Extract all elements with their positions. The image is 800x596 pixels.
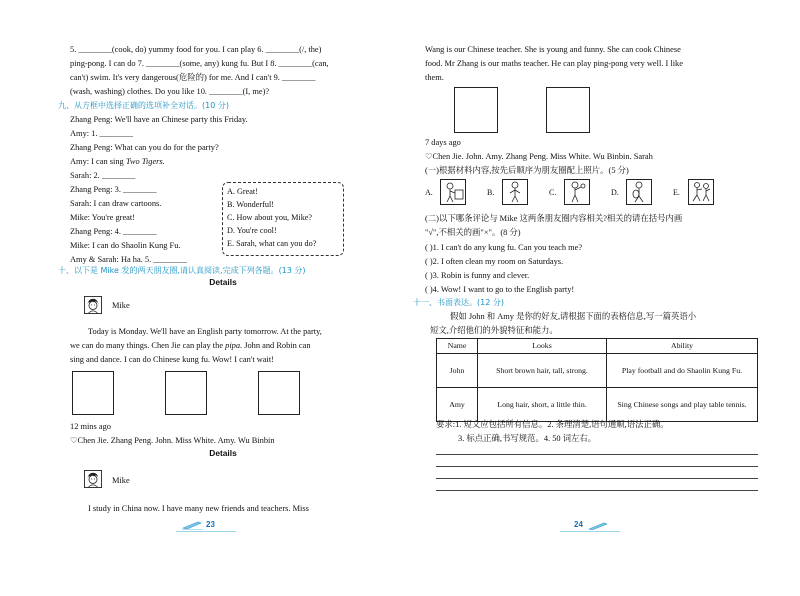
comment-4[interactable]: ( )4. Wow! I want to go to the English party! (425, 285, 575, 294)
page-number-underline (560, 531, 620, 532)
table-cell: Long hair, short, a little thin. (478, 388, 607, 422)
avatar-icon (84, 470, 102, 488)
info-table (436, 338, 758, 422)
dialogue-line: Sarah: I can draw cartoons. (70, 199, 162, 208)
writing-line[interactable] (436, 478, 758, 479)
pipa-player-icon[interactable] (626, 179, 652, 205)
dialogue-line: Mike: You're great! (70, 213, 136, 222)
photo-slot-4 (454, 87, 498, 133)
blank-line-5: 5. ________(cook, do) yummy food for you. I can play 6. ________(/, the) (70, 45, 322, 54)
part-1-title: (一)根据材料内容,按先后顺序为朋友圈配上照片。(5 分) (425, 166, 629, 175)
comment-3[interactable]: ( )3. Robin is funny and clever. (425, 271, 530, 280)
post-2-line: Wang is our Chinese teacher. She is young and funny. She can cook Chinese (425, 45, 681, 54)
pipa-word: pipa (225, 341, 241, 350)
blank-line-6: ping-pong. I can do 7. ________(some, any) kung fu. But I 8. ________(can, (70, 59, 329, 68)
dialogue-line: Zhang Peng: 3. ________ (70, 185, 157, 194)
section-9-title: 九、从方框中选择正确的选项补全对话。(10 分) (58, 101, 229, 110)
comment-1[interactable]: ( )1. I can't do any kung fu. Can you teach me? (425, 243, 583, 252)
table-header: Name (437, 339, 478, 354)
post-2-line: them. (425, 73, 444, 82)
post-2-user: Mike (112, 476, 130, 485)
post-2-time: 7 days ago (425, 138, 461, 147)
option-e: E. Sarah, what can you do? (227, 239, 317, 248)
avatar-icon (84, 296, 102, 314)
post-2-line: food. Mr Zhang is our maths teacher. He can play ping-pong very well. I like (425, 59, 683, 68)
section-11-title: 十一、书面表达。(12 分) (413, 298, 504, 307)
pen-icon (586, 520, 608, 530)
table-cell: Amy (437, 388, 478, 422)
photo-label-e: E. (673, 188, 680, 197)
writing-prompt: 假如 John 和 Amy 是你的好友,请根据下面的表格信息,写一篇英语小 (450, 312, 697, 321)
requirements: 要求:1. 短文应包括所有信息。2. 条理清楚,语句通顺,语法正确。 (436, 420, 669, 429)
table-cell: John (437, 354, 478, 388)
ping-pong-icon[interactable] (564, 179, 590, 205)
comment-2[interactable]: ( )2. I often clean my room on Saturdays. (425, 257, 564, 266)
post-2-likes: ♡Chen Jie. John. Amy. Zhang Peng. Miss White. Wu Binbin. Sarah (425, 152, 653, 161)
table-row (437, 388, 758, 422)
writing-line[interactable] (436, 454, 758, 455)
photo-label-d: D. (611, 188, 619, 197)
post-1-line: we can do many things. Chen Jie can play the pipa. John and Robin can (70, 341, 311, 350)
dialogue-line: Sarah: 2. ________ (70, 171, 136, 180)
post-1-line: sing and dance. I can do Chinese kung fu. Wow! I can't wait! (70, 355, 274, 364)
photo-label-a: A. (425, 188, 433, 197)
post-1-user: Mike (112, 301, 130, 310)
photo-slot-3 (258, 371, 300, 415)
dialogue-line: Zhang Peng: 4. ________ (70, 227, 157, 236)
teacher-icon[interactable] (502, 179, 528, 205)
dialogue-line: Zhang Peng: What can you do for the party? (70, 143, 219, 152)
requirements-cont: 3. 标点正确,书写规范。4. 50 词左右。 (458, 434, 597, 443)
dialogue-line: Amy: 1. ________ (70, 129, 134, 138)
photo-label-c: C. (549, 188, 557, 197)
table-header: Ability (607, 339, 758, 354)
page-number-right: 24 (574, 520, 583, 529)
part-2-title-cont: "√",不相关的画"×"。(8 分) (425, 228, 521, 237)
option-d: D. You're cool! (227, 226, 277, 235)
table-header-row (437, 339, 758, 354)
table-cell: Short brown hair, tall, strong. (478, 354, 607, 388)
section-10-title: 十、以下是 Mike 发的两天朋友圈,请认真阅读,完成下列各题。(13 分) (58, 266, 306, 275)
writing-line[interactable] (436, 490, 758, 491)
kung-fu-icon[interactable] (688, 179, 714, 205)
table-row (437, 354, 758, 388)
photo-slot-1 (72, 371, 114, 415)
details-header: Details (209, 277, 237, 287)
details-header-2: Details (209, 448, 237, 458)
table-cell: Sing Chinese songs and play table tennis. (607, 388, 758, 422)
option-a: A. Great! (227, 187, 258, 196)
post-1-time: 12 mins ago (70, 422, 111, 431)
options-box (222, 182, 344, 256)
dialogue-line: Amy: I can sing Two Tigers. (70, 157, 165, 166)
dialogue-line: Mike: I can do Shaolin Kung Fu. (70, 241, 181, 250)
part-2-title: (二)以下哪条评论与 Mike 这两条朋友圈内容相关?相关的请在括号内画 (425, 214, 683, 223)
photo-slot-2 (165, 371, 207, 415)
drawing-cartoon-icon[interactable] (440, 179, 466, 205)
page-number-underline (176, 531, 236, 532)
photo-label-b: B. (487, 188, 495, 197)
post-2-line: I study in China now. I have many new friends and teachers. Miss (88, 504, 309, 513)
blank-line-8: (wash, washing) clothes. Do you like 10. ________(I, me)? (70, 87, 270, 96)
table-cell: Play football and do Shaolin Kung Fu. (607, 354, 758, 388)
dialogue-line: Amy & Sarah: Ha ha. 5. ________ (70, 255, 187, 264)
table-header: Looks (478, 339, 607, 354)
writing-prompt-cont: 短文,介绍他们的外貌特征和能力。 (430, 326, 558, 335)
option-c: C. How about you, Mike? (227, 213, 313, 222)
post-1-likes: ♡Chen Jie. Zhang Peng. John. Miss White. Amy. Wu Binbin (70, 436, 275, 445)
pen-icon (182, 520, 204, 530)
option-b: B. Wonderful! (227, 200, 274, 209)
dialogue-line: Zhang Peng: We'll have an Chinese party this Friday. (70, 115, 248, 124)
photo-slot-5 (546, 87, 590, 133)
post-1-line: Today is Monday. We'll have an English party tomorrow. At the party, (88, 327, 322, 336)
right-page (400, 0, 800, 596)
song-title: Two Tigers. (125, 157, 165, 166)
page-number-left: 23 (206, 520, 215, 529)
writing-line[interactable] (436, 466, 758, 467)
blank-line-7: can't) swim. It's very dangerous(危险的) for me. And I can't 9. ________ (70, 73, 316, 82)
